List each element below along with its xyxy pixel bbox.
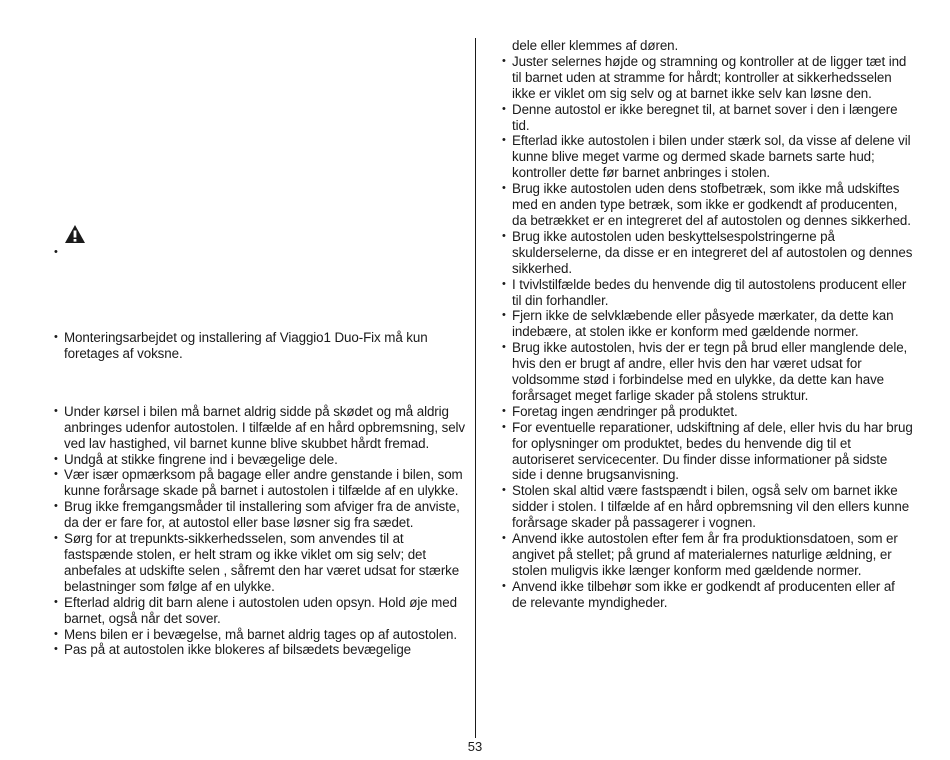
spacer <box>55 362 467 404</box>
bullet-item: • Fjern ikke de selvklæbende eller påsyede mærkater, da dette kan indebære, at stolen ikke er konform med gældende normer. <box>503 308 913 340</box>
left-group-2 <box>55 404 467 659</box>
left-column <box>55 330 467 658</box>
right-column <box>503 38 913 611</box>
bullet-item: • Brug ikke autostolen uden dens stofbetræk, som ikke må udskiftes med en anden type betræk, som ikke er godkendt af producenten, da betrækket er en integreret del af autostolen og dennes sikkerhed. <box>503 181 913 229</box>
warning-triangle-icon <box>64 224 86 244</box>
bullet-item: • For eventuelle reparationer, udskiftning af dele, eller hvis du har brug for oplysninger om produktet, bedes du henvende dig til et autoriseret servicecenter. Du finder disse informationer på sidste side i denne brugsanvisning. <box>503 420 913 484</box>
bullet-item: • Vær især opmærksom på bagage eller andre genstande i bilen, som kunne forårsage skade på barnet i autostolen i tilfælde af en ulykke. <box>55 467 467 499</box>
bullet-item: • Brug ikke autostolen, hvis der er tegn på brud eller manglende dele, hvis den er brugt af andre, eller hvis den har været udsat for voldsomme stød i forbindelse med en ulykke, da dette kan have forårsaget meget farlige skader på stolens struktur. <box>503 340 913 404</box>
bullet-item: • Efterlad ikke autostolen i bilen under stærk sol, da visse af delene vil kunne blive meget varme og dermed skade barnets sarte hud; kontroller dette før barnet anbringes i stolen. <box>503 133 913 181</box>
empty-bullet: • <box>54 246 58 258</box>
bullet-item: • Sørg for at trepunkts-sikkerhedsselen, som anvendes til at fastspænde stolen, er helt stram og ikke viklet om sig selv; det anbefales at udskifte selen , såfremt den har været udsat for stærke belastninger som følge af en ulykke. <box>55 531 467 595</box>
bullet-item: • Mens bilen er i bevægelse, må barnet aldrig tages op af autostolen. <box>55 627 467 643</box>
column-divider <box>475 38 476 738</box>
bullet-item: • Anvend ikke autostolen efter fem år fra produktionsdatoen, som er angivet på stellet; på grund af materialernes naturlige ældning, er stolen muligvis ikke længer konform med gældende normer. <box>503 531 913 579</box>
bullet-item: • Foretag ingen ændringer på produktet. <box>503 404 913 420</box>
bullet-item: • Monteringsarbejdet og installering af Viaggio1 Duo-Fix må kun foretages af voksne. <box>55 330 467 362</box>
bullet-item: • Stolen skal altid være fastspændt i bilen, også selv om barnet ikke sidder i stolen. I tilfælde af en hård opbremsning vil den ellers kunne forårsage skader på passagerer i vognen. <box>503 483 913 531</box>
bullet-item: • Juster selernes højde og stramning og kontroller at de ligger tæt ind til barnet uden at stramme for hårdt; kontroller at sikkerhedsselen ikke er viklet om sig selv og at barnet ikke selv kan løsne den. <box>503 54 913 102</box>
bullet-item: • Pas på at autostolen ikke blokeres af bilsædets bevægelige <box>55 642 467 658</box>
bullet-item: • I tvivlstilfælde bedes du henvende dig til autostolens producent eller til din forhandler. <box>503 277 913 309</box>
bullet-item: • Anvend ikke tilbehør som ikke er godkendt af producenten eller af de relevante myndigheder. <box>503 579 913 611</box>
left-group-1 <box>55 330 467 362</box>
bullet-item: • Brug ikke fremgangsmåder til installering som afviger fra de anviste, da der er fare for, at autostol eller base løsner sig fra sædet. <box>55 499 467 531</box>
right-items <box>503 54 913 611</box>
bullet-item: • Brug ikke autostolen uden beskyttelsespolstringerne på skulderselerne, da disse er en integreret del af autostolen og dennes sikkerhed. <box>503 229 913 277</box>
bullet-item: • Denne autostol er ikke beregnet til, at barnet sover i den i længere tid. <box>503 102 913 134</box>
page-number: 53 <box>467 739 483 754</box>
bullet-item: • Efterlad aldrig dit barn alene i autostolen uden opsyn. Hold øje med barnet, også når det sover. <box>55 595 467 627</box>
bullet-item: • Under kørsel i bilen må barnet aldrig sidde på skødet og må aldrig anbringes udenfor autostolen. I tilfælde af en hård opbremsning, selv ved lav hastighed, vil barnet kunne blive skubbet hårdt fremad. <box>55 404 467 452</box>
bullet-item: • Undgå at stikke fingrene ind i bevægelige dele. <box>55 452 467 468</box>
continued-text: dele eller klemmes af døren. <box>512 38 679 53</box>
